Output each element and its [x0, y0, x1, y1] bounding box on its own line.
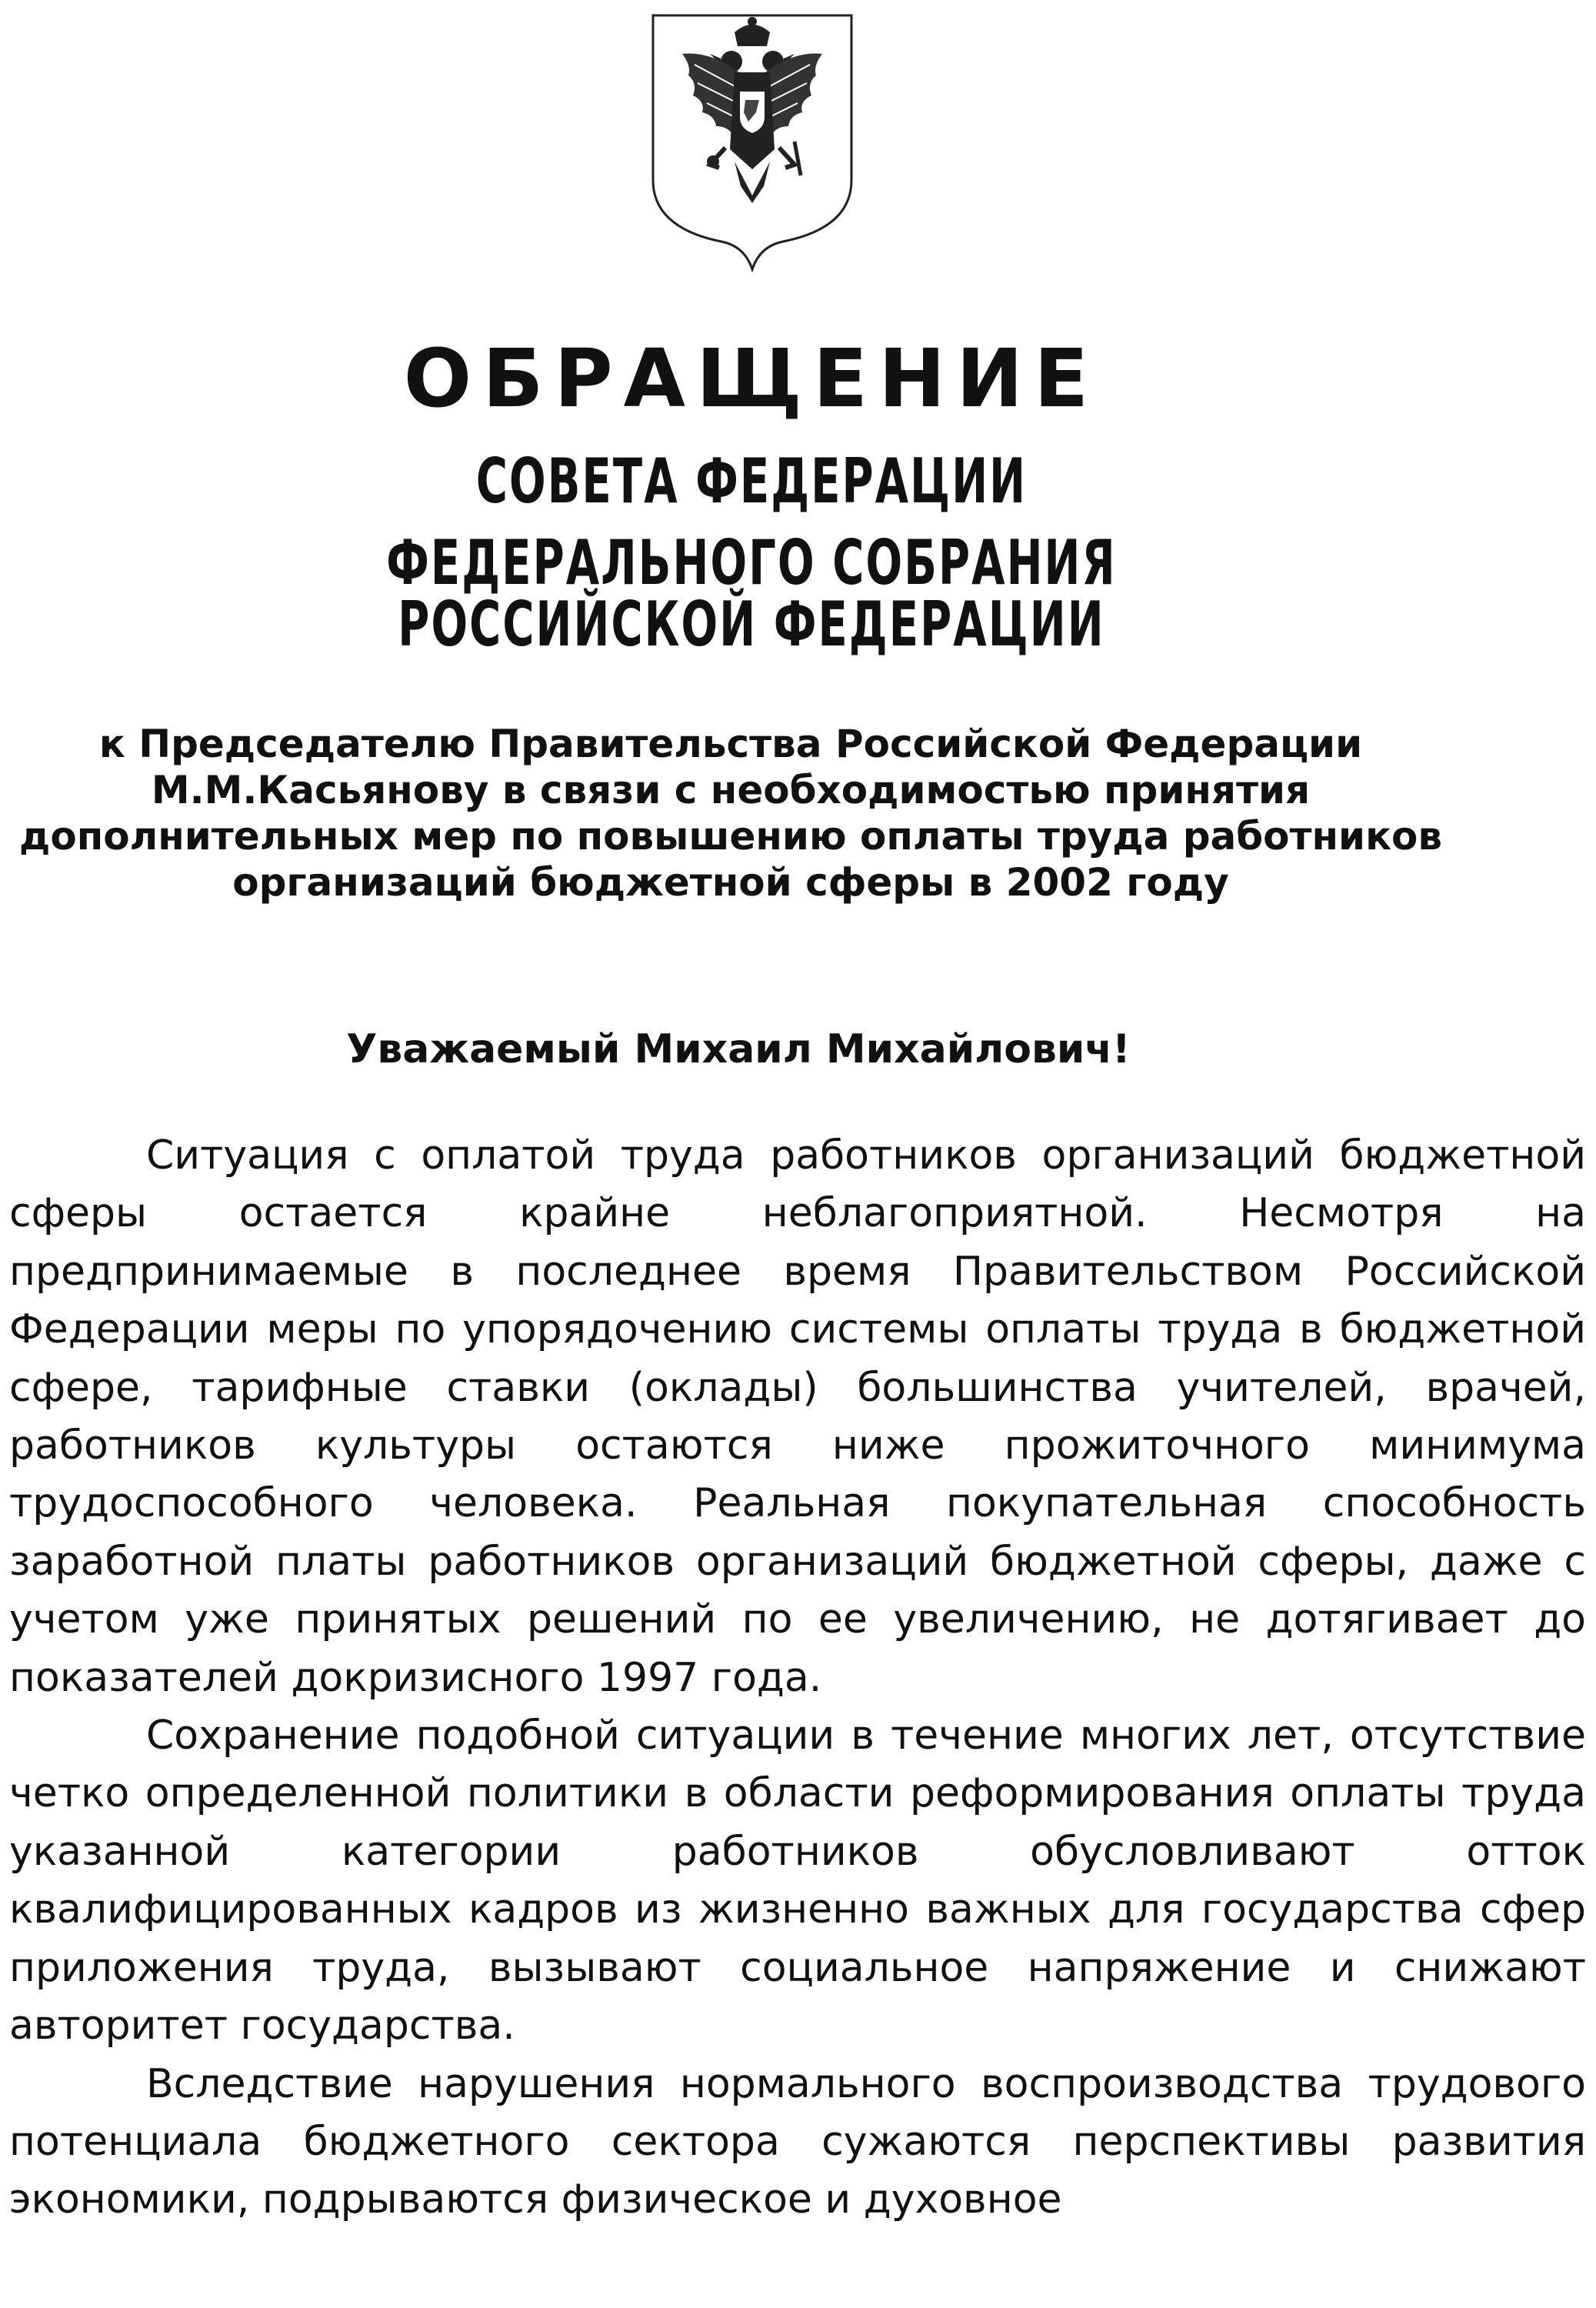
subject-line: организаций бюджетной сферы в 2002 году [232, 860, 1229, 905]
subject-line: дополнительных мер по повышению оплаты труда работников [18, 814, 1443, 859]
subject-line: к Председателю Правительства Российской Федерации [98, 722, 1363, 766]
double-headed-eagle-coat-of-arms-icon [648, 11, 856, 272]
salutation: Уважаемый Михаил Михайлович! [346, 1026, 1131, 1072]
issuer-line-2: ФЕДЕРАЛЬНОГО СОБРАНИЯ РОССИЙСКОЙ ФЕДЕРАЦИИ [386, 527, 1117, 660]
paragraph: Сохранение подобной ситуации в течение многих лет, отсутствие четко определенной политики в области реформирования оплаты труда указанной категории работников обусловливают отток квалифицированных кадров из жизненно важных для государства сфер приложения труда, вызывают социальное напряжение и снижают авторитет государства. [9, 1713, 1586, 2050]
paragraph: Ситуация с оплатой труда работников организаций бюджетной сферы остается крайне неблагоприятной. Несмотря на предпринимаемые в последнее время Правительством Российской Федерации меры по упорядочению системы оплаты труда в бюджетной сфере, тарифные ставки (оклады) большинства учителей, врачей, работников культуры остаются ниже прожиточного минимума трудоспособного человека. Реальная покупательная способность заработной платы работников организаций бюджетной сферы, даже с учетом уже принятых решений по ее увеличению, не дотягивает до показателей докризисного 1997 года. [9, 1132, 1586, 1701]
document-title: ОБРАЩЕНИЕ [403, 332, 1100, 425]
letter-body [9, 1127, 1586, 2230]
paragraph: Вследствие нарушения нормального воспроизводства трудового потенциала бюджетного сектора сужаются перспективы развития экономики, подрываются физическое и духовное [9, 2060, 1586, 2223]
issuer-line-1: СОВЕТА ФЕДЕРАЦИИ [475, 445, 1028, 517]
subject-line: М.М.Касьянову в связи с необходимостью принятия [151, 768, 1311, 812]
subject-block [0, 722, 1461, 909]
